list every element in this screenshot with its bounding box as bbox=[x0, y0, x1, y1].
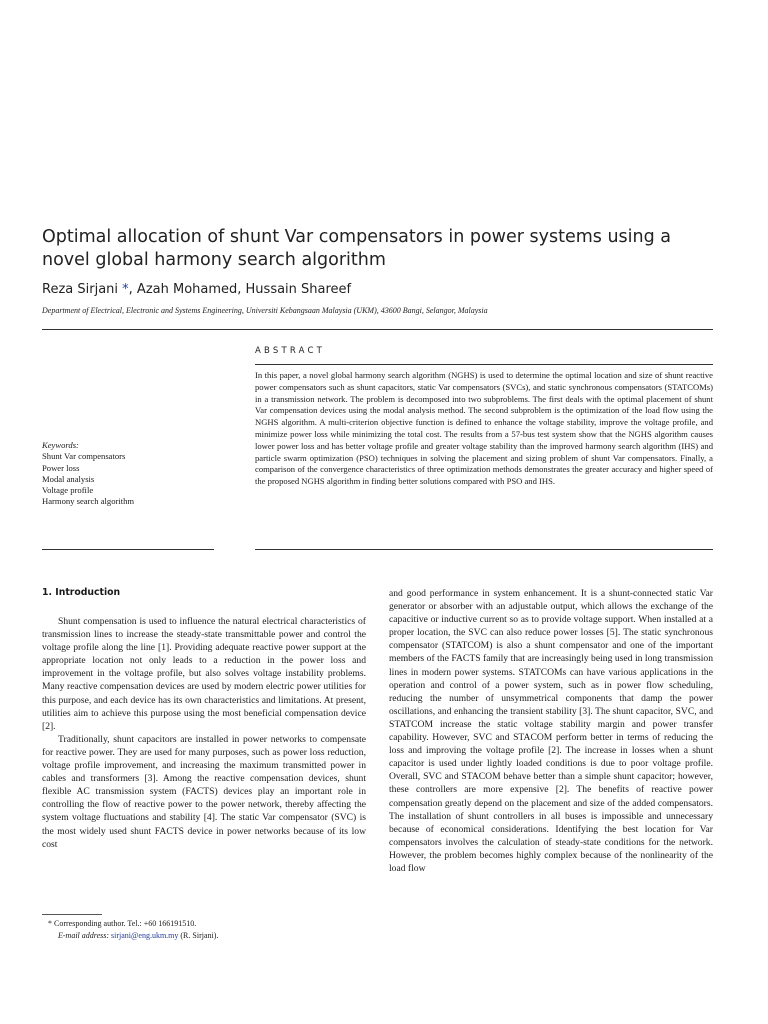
left-column bbox=[42, 615, 366, 851]
intro-paragraph-2: Traditionally, shunt capacitors are installed in power networks to compensate for reactive power. They are used for many purposes, such as power loss reduction, voltage profile improvement, and increasing the maximum transmitted power in cables and transformers [3]. Among the reactive compensation devices, shunt flexible AC transmission system (FACTS) devices play an important role in controlling the flow of reactive power to the power network, thereby affecting the system voltage fluctuations and stability [4]. The static Var compensator (SVC) is the most widely used shunt FACTS device in power networks because of its low cost bbox=[42, 733, 366, 850]
abstract-heading: ABSTRACT bbox=[255, 346, 326, 356]
abstract-bottom-rule bbox=[255, 549, 713, 550]
keywords-heading: Keywords: bbox=[42, 440, 79, 450]
intro-paragraph-1: Shunt compensation is used to influence the natural electrical characteristics of transmission lines to increase the steady-state transmittable power and control the voltage profile along the line [1]. Providing adequate reactive power support at the appropriate location not only leads to a reduction in the power loss and improvement in the voltage profile, but also solves voltage instability problems. Many reactive compensation devices are used by modern electric power utilities for this purpose, and each device has its own characteristics and limitations. At present, utilities aim to achieve this purpose using the most beneficial compensation device [2]. bbox=[42, 616, 366, 732]
abstract-text: In this paper, a novel global harmony search algorithm (NGHS) is used to determine the optimal location and size of shunt reactive power compensators such as shunt capacitors, static Var compensators (SVCs), and static synchronous compensators (STATCOMs) in a transmission network. The problem is decomposed into two subproblems. The first deals with the optimal placement of shunt Var compensation devices using the modal analysis method. The second subproblem is the optimization of the load flow using the NGHS algorithm. A multi-criterion objective function is defined to enhance the voltage stability, improve the voltage profile, and minimize power loss while minimizing the total cost. The results from a 57-bus test system show that the NGHS algorithm causes lower power loss and has better voltage profile and greater voltage stability than the improved harmony search algorithm (IHS) and particle swarm optimization (PSO) techniques in solving the placement and sizing problem of shunt Var compensators. Finally, a comparison of the convergence characteristics of three optimization methods demonstrates the greater accuracy and higher speed of the proposed NGHS algorithm in finding better solutions compared with PSO and IHS. bbox=[255, 370, 713, 487]
email-link[interactable]: sirjani@eng.ukm.my bbox=[111, 930, 179, 940]
corresponding-author-note: * Corresponding author. Tel.: +60 166191510. bbox=[48, 919, 197, 928]
affiliation: Department of Electrical, Electronic and Systems Engineering, Universiti Kebangsaan Malaysia (UKM), 43600 Bangi, Selangor, Malaysia bbox=[42, 306, 488, 315]
keyword-item: Voltage profile bbox=[42, 485, 94, 496]
keywords-bottom-rule bbox=[42, 549, 214, 550]
footnote bbox=[42, 918, 382, 941]
email-label: E-mail address: bbox=[58, 930, 110, 940]
author-name: Reza Sirjani bbox=[42, 282, 119, 297]
keywords-list bbox=[42, 451, 242, 507]
author-list bbox=[42, 282, 351, 297]
header-rule bbox=[42, 329, 713, 330]
section-heading-introduction: 1. Introduction bbox=[42, 587, 121, 598]
keyword-item: Shunt Var compensators bbox=[42, 451, 126, 462]
keyword-item: Harmony search algorithm bbox=[42, 496, 135, 507]
coauthor-names: , Azah Mohamed, Hussain Shareef bbox=[128, 282, 352, 297]
keywords-block bbox=[42, 440, 242, 508]
corresponding-author-mark[interactable]: * bbox=[118, 282, 129, 297]
intro-paragraph-3: and good performance in system enhancement. It is a shunt-connected static Var generator or absorber with an adjustable output, which allows the exchange of the capacitive or inductive current so as to provide voltage support. When installed at a proper location, the SVC can also reduce power losses [5]. The static synchronous compensator (STATCOM) is also a shunt compensator and one of the important members of the FACTS family that are increasingly being used in long transmission lines in modern power systems. STATCOMs can have various applications in the operation and control of a power system, such as in power flow scheduling, reducing the number of unsymmetrical components that damp the power oscillations, and enhancing the transient stability [3]. The shunt capacitor, SVC, and STATCOM increase the static voltage stability margin and power transfer capability. However, SVC and STACOM perform better in terms of reducing the loss and improving the voltage profile [2]. The increase in losses when a shunt capacitor is used under lightly loaded conditions is due to poor voltage profile. Overall, SVC and STACOM behave better than a simple shunt capacitor; however, these controllers are more expensive [2]. The benefits of reactive power compensation greatly depend on the placement and size of the added compensators. The installation of shunt controllers in all buses is impossible and unnecessary because of economical considerations. Identifying the best location for Var compensators involves the calculation of steady-state conditions for the network. However, the problem becomes highly complex because of the nonlinearity of the load flow bbox=[389, 588, 713, 874]
email-line bbox=[42, 930, 382, 942]
footnote-rule bbox=[42, 914, 102, 915]
keyword-item: Modal analysis bbox=[42, 473, 95, 484]
paper-title: Optimal allocation of shunt Var compensators in power systems using a novel global harmony search algorithm bbox=[42, 227, 672, 270]
keyword-item: Power loss bbox=[42, 462, 80, 473]
email-suffix: (R. Sirjani). bbox=[178, 930, 219, 940]
right-column bbox=[389, 587, 713, 875]
abstract-top-rule bbox=[255, 364, 713, 365]
